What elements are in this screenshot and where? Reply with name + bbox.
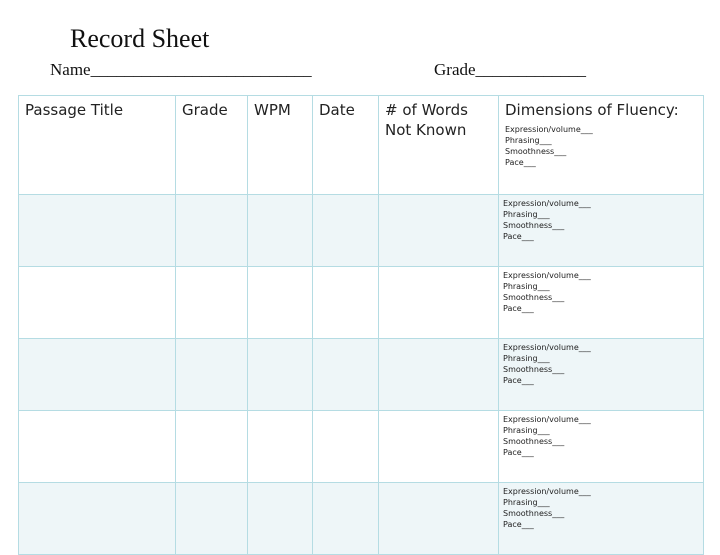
passage-title-cell[interactable] xyxy=(19,339,176,411)
table-header-row xyxy=(19,96,704,195)
grade-cell[interactable] xyxy=(176,267,248,339)
wpm-cell[interactable] xyxy=(248,411,313,483)
dimensions-label: Dimensions of Fluency: xyxy=(505,101,679,119)
fluency-item-pace: Pace___ xyxy=(503,376,534,385)
column-header-grade: Grade xyxy=(176,96,248,195)
column-header-wpm: WPM xyxy=(248,96,313,195)
fluency-item-smoothness: Smoothness___ xyxy=(503,293,565,302)
wpm-cell[interactable] xyxy=(248,195,313,267)
date-cell[interactable] xyxy=(313,339,379,411)
wpm-cell[interactable] xyxy=(248,339,313,411)
date-cell[interactable] xyxy=(313,483,379,555)
fluency-item-expression: Expression/volume___ xyxy=(505,125,593,134)
record-table xyxy=(18,95,704,555)
fluency-item-pace: Pace___ xyxy=(505,158,536,167)
table-row xyxy=(19,483,704,555)
fluency-cell[interactable] xyxy=(499,411,704,483)
words-not-known-cell[interactable] xyxy=(379,195,499,267)
words-not-known-cell[interactable] xyxy=(379,267,499,339)
words-not-known-cell[interactable] xyxy=(379,339,499,411)
grade-cell[interactable] xyxy=(176,483,248,555)
table-row xyxy=(19,339,704,411)
date-cell[interactable] xyxy=(313,195,379,267)
fluency-item-phrasing: Phrasing___ xyxy=(503,354,550,363)
fluency-item-pace: Pace___ xyxy=(503,304,534,313)
column-header-passage-title: Passage Title xyxy=(19,96,176,195)
fluency-checklist xyxy=(499,267,703,314)
fluency-item-phrasing: Phrasing___ xyxy=(503,210,550,219)
fluency-checklist xyxy=(505,120,697,168)
passage-title-cell[interactable] xyxy=(19,195,176,267)
fluency-item-phrasing: Phrasing___ xyxy=(503,282,550,291)
words-not-known-cell[interactable] xyxy=(379,483,499,555)
fluency-item-phrasing: Phrasing___ xyxy=(503,498,550,507)
fluency-item-smoothness: Smoothness___ xyxy=(505,147,567,156)
date-cell[interactable] xyxy=(313,411,379,483)
column-header-date: Date xyxy=(313,96,379,195)
fluency-item-pace: Pace___ xyxy=(503,232,534,241)
table-row xyxy=(19,195,704,267)
fluency-item-phrasing: Phrasing___ xyxy=(503,426,550,435)
wpm-cell[interactable] xyxy=(248,267,313,339)
fluency-item-expression: Expression/volume___ xyxy=(503,415,591,424)
fluency-item-pace: Pace___ xyxy=(503,448,534,457)
fluency-cell[interactable] xyxy=(499,195,704,267)
date-cell[interactable] xyxy=(313,267,379,339)
grade-field: Grade_____________ xyxy=(434,60,587,79)
fluency-checklist xyxy=(499,411,703,458)
passage-title-cell[interactable] xyxy=(19,267,176,339)
table-row xyxy=(19,267,704,339)
words-not-known-cell[interactable] xyxy=(379,411,499,483)
fluency-item-expression: Expression/volume___ xyxy=(503,343,591,352)
column-header-dimensions xyxy=(499,96,704,195)
fluency-item-expression: Expression/volume___ xyxy=(503,199,591,208)
fluency-item-smoothness: Smoothness___ xyxy=(503,365,565,374)
fluency-checklist xyxy=(499,483,703,530)
fluency-item-smoothness: Smoothness___ xyxy=(503,437,565,446)
fluency-checklist xyxy=(499,195,703,242)
fluency-checklist xyxy=(499,339,703,386)
column-header-words-not-known: # of Words Not Known xyxy=(379,96,499,195)
grade-cell[interactable] xyxy=(176,339,248,411)
grade-cell[interactable] xyxy=(176,195,248,267)
wpm-cell[interactable] xyxy=(248,483,313,555)
passage-title-cell[interactable] xyxy=(19,483,176,555)
fluency-item-smoothness: Smoothness___ xyxy=(503,509,565,518)
page-title: Record Sheet xyxy=(70,24,210,53)
fluency-cell[interactable] xyxy=(499,339,704,411)
fluency-cell[interactable] xyxy=(499,267,704,339)
fluency-item-expression: Expression/volume___ xyxy=(503,271,591,280)
grade-cell[interactable] xyxy=(176,411,248,483)
fluency-item-pace: Pace___ xyxy=(503,520,534,529)
fluency-item-smoothness: Smoothness___ xyxy=(503,221,565,230)
fluency-item-phrasing: Phrasing___ xyxy=(505,136,552,145)
passage-title-cell[interactable] xyxy=(19,411,176,483)
fluency-cell[interactable] xyxy=(499,483,704,555)
fluency-item-expression: Expression/volume___ xyxy=(503,487,591,496)
name-field: Name__________________________ xyxy=(50,60,312,79)
table-row xyxy=(19,411,704,483)
